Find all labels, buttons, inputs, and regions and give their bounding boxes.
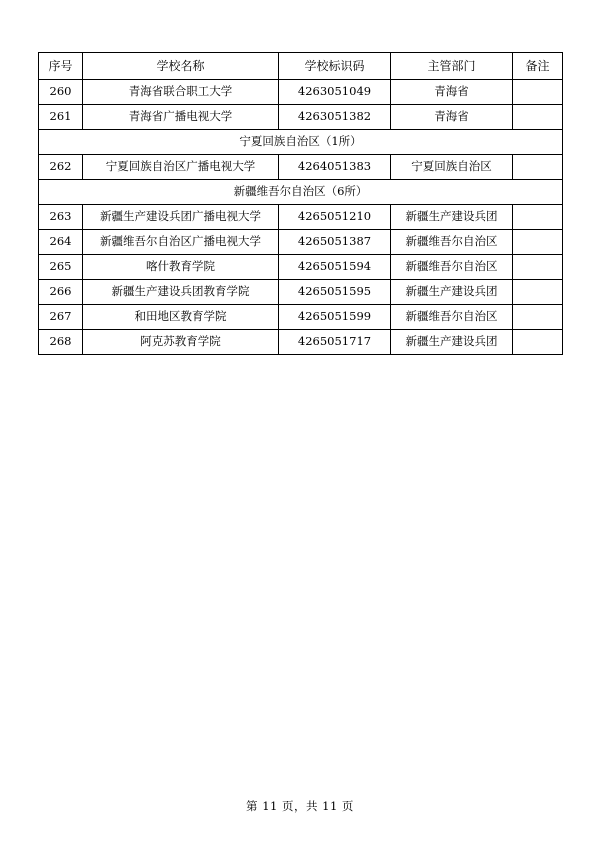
cell-index: 264: [39, 230, 83, 255]
cell-index: 265: [39, 255, 83, 280]
cell-school-name: 宁夏回族自治区广播电视大学: [83, 155, 279, 180]
cell-region-group-title: 新疆维吾尔自治区（6所）: [39, 180, 563, 205]
cell-department: 宁夏回族自治区: [391, 155, 513, 180]
cell-department: 青海省: [391, 105, 513, 130]
cell-school-code: 4265051594: [279, 255, 391, 280]
cell-remark: [513, 205, 563, 230]
table-row: [39, 255, 563, 280]
cell-index: 262: [39, 155, 83, 180]
table-row: [39, 280, 563, 305]
table-row: [39, 305, 563, 330]
cell-department: 新疆生产建设兵团: [391, 205, 513, 230]
cell-region-group-title: 宁夏回族自治区（1所）: [39, 130, 563, 155]
column-header-remark: 备注: [513, 53, 563, 80]
cell-school-code: 4264051383: [279, 155, 391, 180]
table-row: [39, 205, 563, 230]
table-header-row: [39, 53, 563, 80]
cell-school-code: 4265051210: [279, 205, 391, 230]
cell-school-name: 新疆生产建设兵团广播电视大学: [83, 205, 279, 230]
cell-school-name: 阿克苏教育学院: [83, 330, 279, 355]
cell-school-name: 喀什教育学院: [83, 255, 279, 280]
cell-remark: [513, 330, 563, 355]
table-row: [39, 230, 563, 255]
column-header-school-code: 学校标识码: [279, 53, 391, 80]
cell-department: 新疆维吾尔自治区: [391, 255, 513, 280]
table-row: [39, 330, 563, 355]
cell-remark: [513, 80, 563, 105]
cell-department: 新疆维吾尔自治区: [391, 305, 513, 330]
table-row: [39, 155, 563, 180]
table-row: [39, 80, 563, 105]
cell-school-name: 青海省广播电视大学: [83, 105, 279, 130]
cell-school-code: 4265051717: [279, 330, 391, 355]
table-group-row: [39, 180, 563, 205]
cell-department: 新疆生产建设兵团: [391, 280, 513, 305]
cell-index: 261: [39, 105, 83, 130]
cell-school-name: 新疆维吾尔自治区广播电视大学: [83, 230, 279, 255]
cell-remark: [513, 280, 563, 305]
cell-remark: [513, 255, 563, 280]
cell-remark: [513, 230, 563, 255]
cell-school-code: 4265051387: [279, 230, 391, 255]
cell-index: 266: [39, 280, 83, 305]
table-header: [39, 53, 563, 80]
column-header-index: 序号: [39, 53, 83, 80]
page-footer: 第 11 页，共 11 页: [246, 799, 354, 813]
cell-index: 260: [39, 80, 83, 105]
column-header-department: 主管部门: [391, 53, 513, 80]
cell-school-code: 4263051049: [279, 80, 391, 105]
cell-remark: [513, 155, 563, 180]
column-header-school-name: 学校名称: [83, 53, 279, 80]
school-list-table-container: [38, 52, 562, 355]
cell-remark: [513, 105, 563, 130]
cell-school-code: 4265051599: [279, 305, 391, 330]
table-row: [39, 105, 563, 130]
cell-department: 新疆维吾尔自治区: [391, 230, 513, 255]
cell-index: 263: [39, 205, 83, 230]
cell-department: 新疆生产建设兵团: [391, 330, 513, 355]
cell-school-code: 4265051595: [279, 280, 391, 305]
cell-school-name: 新疆生产建设兵团教育学院: [83, 280, 279, 305]
school-list-table: [38, 52, 563, 355]
cell-school-name: 和田地区教育学院: [83, 305, 279, 330]
table-body: [39, 80, 563, 355]
table-group-row: [39, 130, 563, 155]
cell-school-code: 4263051382: [279, 105, 391, 130]
cell-school-name: 青海省联合职工大学: [83, 80, 279, 105]
cell-department: 青海省: [391, 80, 513, 105]
cell-remark: [513, 305, 563, 330]
cell-index: 267: [39, 305, 83, 330]
cell-index: 268: [39, 330, 83, 355]
